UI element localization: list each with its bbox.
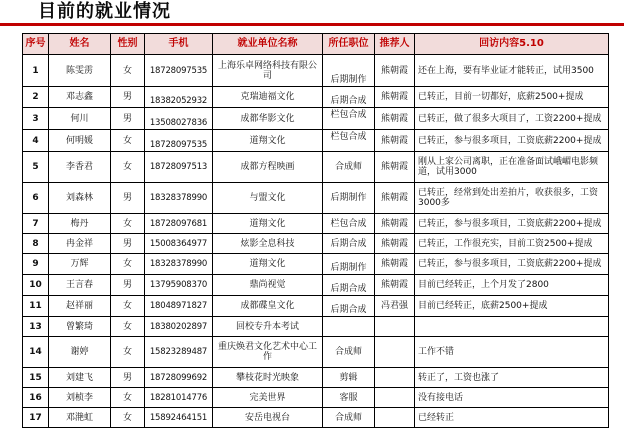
table-row (23, 152, 609, 183)
cell-company: 成都华影文化 (213, 108, 323, 130)
cell-referrer (375, 337, 415, 368)
cell-name: 刘森林 (49, 183, 111, 214)
cell-name: 邓滟虹 (49, 408, 111, 428)
cell-company: 重庆焕君文化艺术中心工作 (213, 337, 323, 368)
cell-phone: 15823289487 (145, 337, 213, 368)
cell-feedback: 没有接电话 (415, 388, 609, 408)
cell-seq: 3 (23, 108, 49, 130)
table-row (23, 275, 609, 296)
cell-seq: 14 (23, 337, 49, 368)
cell-seq: 1 (23, 55, 49, 87)
cell-gender: 女 (111, 296, 145, 317)
cell-name: 谢婷 (49, 337, 111, 368)
cell-company: 道翔文化 (213, 130, 323, 152)
cell-name: 曾繁琦 (49, 317, 111, 337)
cell-feedback: 已转正，做了很多大项目了，工资2200+提成 (415, 108, 609, 130)
cell-feedback (415, 317, 609, 337)
table-row (23, 87, 609, 108)
cell-position: 后期合成 (323, 87, 375, 108)
cell-name: 邓志鑫 (49, 87, 111, 108)
cell-gender: 女 (111, 337, 145, 368)
cell-position: 后期合成 (323, 275, 375, 296)
cell-name: 刘桢李 (49, 388, 111, 408)
cell-gender: 女 (111, 317, 145, 337)
cell-position: 栏包合成 (323, 130, 375, 152)
title-bar (0, 0, 624, 26)
cell-referrer: 熊朝霞 (375, 254, 415, 275)
cell-referrer: 熊朝霞 (375, 152, 415, 183)
cell-gender: 女 (111, 408, 145, 428)
cell-name: 刘建飞 (49, 368, 111, 388)
table-row (23, 368, 609, 388)
cell-feedback: 目前已经转正，底薪2500+提成 (415, 296, 609, 317)
cell-gender: 男 (111, 87, 145, 108)
cell-company: 道翔文化 (213, 214, 323, 234)
cell-feedback: 还在上海，要有毕业证才能转正，试用3500 (415, 55, 609, 87)
cell-gender: 女 (111, 152, 145, 183)
table-row (23, 234, 609, 254)
table-row (23, 388, 609, 408)
cell-company: 安岳电视台 (213, 408, 323, 428)
cell-seq: 11 (23, 296, 49, 317)
cell-position: 合成师 (323, 337, 375, 368)
table-row (23, 337, 609, 368)
cell-name: 陈雯雳 (49, 55, 111, 87)
cell-seq: 5 (23, 152, 49, 183)
cell-company: 回校专升本考试 (213, 317, 323, 337)
cell-referrer: 熊朝霞 (375, 108, 415, 130)
cell-company: 鼎尚视觉 (213, 275, 323, 296)
cell-seq: 13 (23, 317, 49, 337)
header-position: 所任职位 (323, 34, 375, 55)
cell-position: 剪辑 (323, 368, 375, 388)
header-company: 就业单位名称 (213, 34, 323, 55)
cell-gender: 女 (111, 254, 145, 275)
cell-feedback: 已转正，参与很多项目，工资底薪2200+提成 (415, 130, 609, 152)
cell-position: 后期合成 (323, 234, 375, 254)
cell-name: 赵祥丽 (49, 296, 111, 317)
cell-position: 后期合成 (323, 296, 375, 317)
cell-referrer: 熊朝霞 (375, 183, 415, 214)
cell-feedback: 已转正，工作很充实，目前工资2500+提成 (415, 234, 609, 254)
cell-seq: 4 (23, 130, 49, 152)
header-seq: 序号 (23, 34, 49, 55)
cell-gender: 男 (111, 368, 145, 388)
cell-seq: 9 (23, 254, 49, 275)
cell-feedback: 已转正，目前一切都好，底薪2500+提成 (415, 87, 609, 108)
table-row (23, 183, 609, 214)
cell-seq: 7 (23, 214, 49, 234)
cell-feedback: 刚从上家公司离职，正在准备面试峨嵋电影频道，试用3000 (415, 152, 609, 183)
cell-position: 后期制作 (323, 254, 375, 275)
cell-position: 客服 (323, 388, 375, 408)
cell-position: 栏包合成 (323, 214, 375, 234)
cell-referrer (375, 408, 415, 428)
cell-referrer: 冯君强 (375, 296, 415, 317)
cell-referrer: 熊朝霞 (375, 130, 415, 152)
cell-gender: 男 (111, 108, 145, 130)
cell-gender: 女 (111, 55, 145, 87)
cell-company: 道翔文化 (213, 254, 323, 275)
table-row (23, 108, 609, 130)
cell-name: 何明媛 (49, 130, 111, 152)
cell-seq: 17 (23, 408, 49, 428)
cell-name: 梅丹 (49, 214, 111, 234)
cell-name: 冉金祥 (49, 234, 111, 254)
cell-position: 栏包合成 (323, 108, 375, 130)
cell-seq: 16 (23, 388, 49, 408)
cell-feedback: 已转正，参与很多项目，工资底薪2200+提成 (415, 254, 609, 275)
cell-gender: 女 (111, 388, 145, 408)
cell-phone: 18728097513 (145, 152, 213, 183)
cell-feedback: 已经转正 (415, 408, 609, 428)
cell-seq: 6 (23, 183, 49, 214)
cell-referrer (375, 368, 415, 388)
table-row (23, 55, 609, 87)
cell-position: 合成师 (323, 152, 375, 183)
cell-company: 完美世界 (213, 388, 323, 408)
page-title: 目前的就业情况 (38, 1, 171, 22)
cell-phone: 18728097681 (145, 214, 213, 234)
header-referrer: 推荐人 (375, 34, 415, 55)
header-feedback: 回访内容5.10 (415, 34, 609, 55)
cell-phone: 15008364977 (145, 234, 213, 254)
cell-referrer (375, 388, 415, 408)
cell-seq: 8 (23, 234, 49, 254)
header-row (23, 34, 609, 55)
cell-name: 王言春 (49, 275, 111, 296)
header-phone: 手机 (145, 34, 213, 55)
cell-phone: 18328378990 (145, 183, 213, 214)
cell-company: 克瑞迪福文化 (213, 87, 323, 108)
cell-seq: 10 (23, 275, 49, 296)
cell-phone: 18728099692 (145, 368, 213, 388)
cell-phone: 13508027836 (145, 108, 213, 130)
cell-gender: 男 (111, 275, 145, 296)
cell-gender: 男 (111, 183, 145, 214)
cell-phone: 18728097535 (145, 55, 213, 87)
cell-feedback: 已转正，参与很多项目，工资底薪2200+提成 (415, 214, 609, 234)
cell-company: 与盟文化 (213, 183, 323, 214)
table-row (23, 317, 609, 337)
header-name: 姓名 (49, 34, 111, 55)
cell-gender: 女 (111, 130, 145, 152)
table-row (23, 130, 609, 152)
cell-position: 合成师 (323, 408, 375, 428)
cell-feedback: 已转正，经常到处出差拍片，收获很多，工资3000多 (415, 183, 609, 214)
cell-referrer: 熊朝霞 (375, 55, 415, 87)
cell-name: 万辉 (49, 254, 111, 275)
cell-phone: 15892464151 (145, 408, 213, 428)
cell-feedback: 目前已经转正，上个月发了2800 (415, 275, 609, 296)
cell-gender: 女 (111, 214, 145, 234)
cell-position (323, 317, 375, 337)
cell-seq: 2 (23, 87, 49, 108)
cell-name: 李香君 (49, 152, 111, 183)
cell-company: 上海乐卓网络科技有限公司 (213, 55, 323, 87)
cell-company: 成都碟皇文化 (213, 296, 323, 317)
cell-phone: 18382052932 (145, 87, 213, 108)
cell-company: 攀枝花时光映象 (213, 368, 323, 388)
table-row (23, 296, 609, 317)
title-divider (0, 23, 624, 26)
cell-position: 后期制作 (323, 55, 375, 87)
cell-company: 成都方程映画 (213, 152, 323, 183)
cell-feedback: 工作不错 (415, 337, 609, 368)
cell-referrer: 熊朝霞 (375, 87, 415, 108)
cell-gender: 男 (111, 234, 145, 254)
cell-phone: 13795908370 (145, 275, 213, 296)
cell-referrer (375, 317, 415, 337)
cell-phone: 18328378990 (145, 254, 213, 275)
cell-phone: 18281014776 (145, 388, 213, 408)
cell-referrer: 熊朝霞 (375, 234, 415, 254)
header-gender: 性别 (111, 34, 145, 55)
employment-table (22, 33, 609, 428)
cell-position: 后期制作 (323, 183, 375, 214)
table-row (23, 408, 609, 428)
table-row (23, 254, 609, 275)
cell-phone: 18048971827 (145, 296, 213, 317)
cell-company: 炫影全息科技 (213, 234, 323, 254)
cell-referrer: 熊朝霞 (375, 214, 415, 234)
cell-name: 何川 (49, 108, 111, 130)
cell-phone: 18728097535 (145, 130, 213, 152)
cell-seq: 15 (23, 368, 49, 388)
cell-phone: 18380202897 (145, 317, 213, 337)
cell-feedback: 转正了，工资也涨了 (415, 368, 609, 388)
table-row (23, 214, 609, 234)
cell-referrer: 熊朝霞 (375, 275, 415, 296)
